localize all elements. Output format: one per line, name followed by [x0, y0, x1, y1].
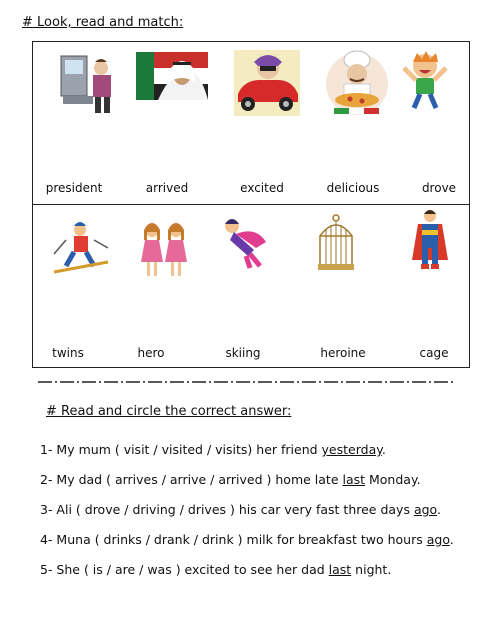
match-word-drove: drove [421, 181, 457, 195]
dashed-separator [38, 379, 454, 385]
section-title-circle: # Read and circle the correct answer: [46, 404, 292, 419]
box-divider [33, 204, 469, 205]
question-4 [40, 532, 454, 547]
excited-kid-icon [398, 50, 452, 110]
question-1 [40, 442, 386, 457]
time-word: ago [413, 502, 437, 517]
question-text: 2- My dad ( arrives / arrive / arrived ) home late [40, 472, 343, 487]
chef-with-pizza-icon [322, 48, 392, 118]
man-at-computer-icon [55, 50, 125, 120]
twin-girls-icon [137, 220, 191, 280]
match-word-hero: hero [137, 346, 165, 360]
question-text: 5- She ( is / are / was ) excited to see her dad [40, 562, 329, 577]
skier-icon [50, 218, 112, 280]
question-3 [40, 502, 441, 517]
question-text: 4- Muna ( drinks / drank / drink ) milk for breakfast two hours [40, 532, 427, 547]
question-end: night. [351, 562, 392, 577]
leader-portrait-icon [136, 52, 208, 100]
driver-in-car-icon [232, 48, 302, 118]
question-end: . [436, 502, 441, 517]
time-word: last [342, 472, 366, 487]
superhero-icon [410, 208, 450, 272]
time-word: yesterday [321, 442, 382, 457]
time-word: ago [426, 532, 450, 547]
match-word-delicious: delicious [326, 181, 380, 195]
match-word-arrived: arrived [145, 181, 189, 195]
section-title-match: # Look, read and match: [22, 15, 184, 30]
birdcage-icon [316, 214, 356, 272]
time-word: last [328, 562, 352, 577]
question-text: 3- Ali ( drove / driving / drives ) his car very fast three days [40, 502, 414, 517]
flying-heroine-icon [220, 216, 268, 270]
match-word-cage: cage [419, 346, 449, 360]
question-end: Monday. [365, 472, 421, 487]
match-word-excited: excited [240, 181, 284, 195]
question-end: . [449, 532, 454, 547]
match-word-twins: twins [52, 346, 84, 360]
question-5 [40, 562, 391, 577]
match-word-president: president [45, 181, 103, 195]
match-word-heroine: heroine [320, 346, 366, 360]
match-word-skiing: skiing [225, 346, 261, 360]
question-2 [40, 472, 421, 487]
question-end: . [381, 442, 386, 457]
question-text: 1- My mum ( visit / visited / visits) her friend [40, 442, 322, 457]
